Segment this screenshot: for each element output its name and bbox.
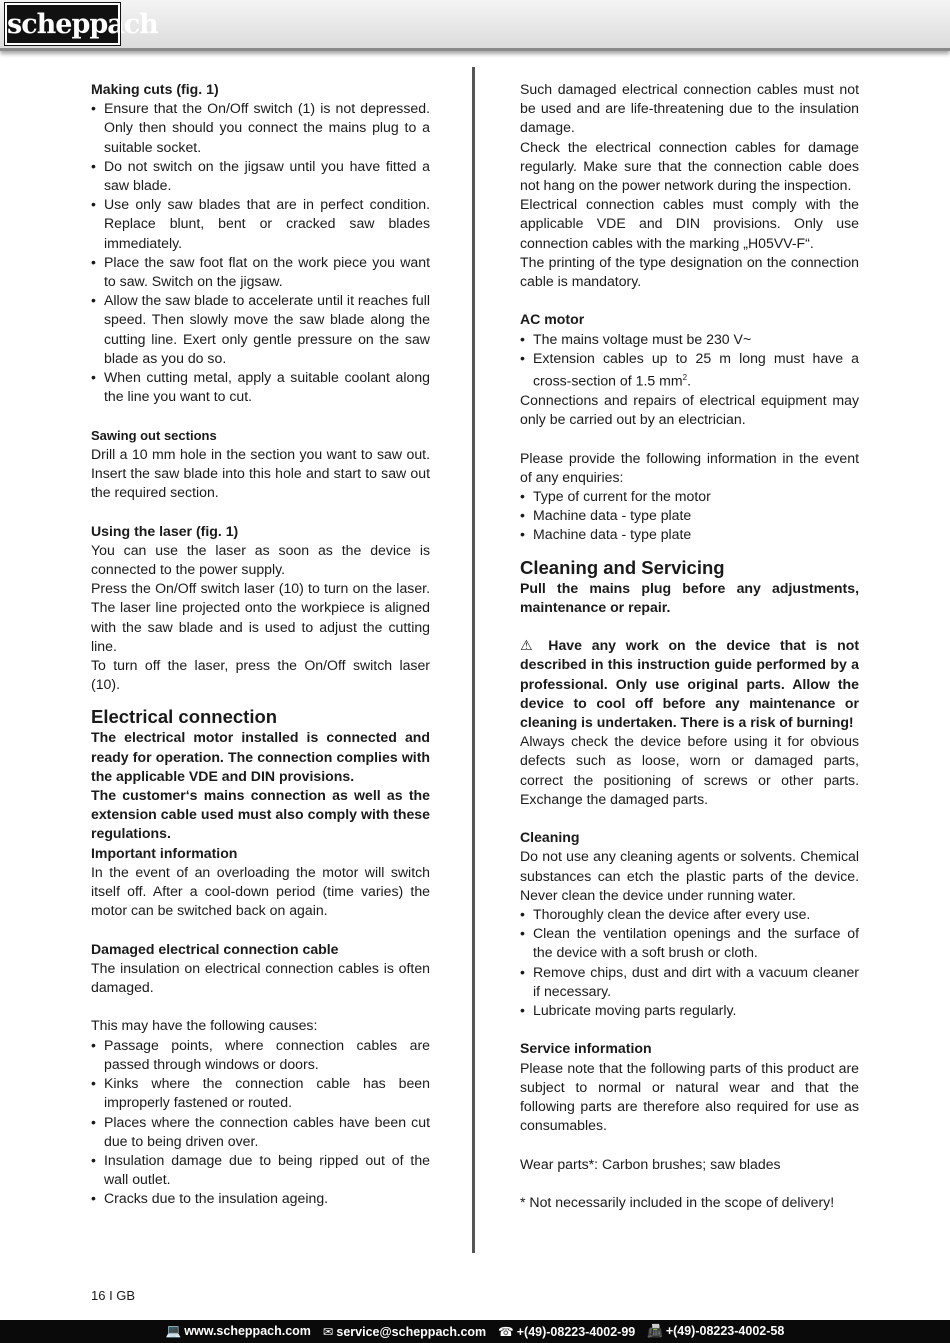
check-text: Always check the device before using it for obvious defects such as loose, worn or damaged parts, correct the positioning of screws or other parts. Exchange the damaged parts. xyxy=(520,733,859,807)
list-item: • Do not switch on the jigsaw until you have fitted a saw blade. xyxy=(91,157,430,195)
list-item: • Cracks due to the insulation ageing. xyxy=(91,1189,430,1208)
list-item: • Machine data - type plate xyxy=(520,525,859,544)
damaged-paragraph: Electrical connection cables must comply with the applicable VDE and DIN provisions. Only use connection cables with the marking „H05VV-F“. xyxy=(520,196,859,251)
laser-heading: Using the laser (fig. 1) xyxy=(91,522,239,539)
damaged-paragraph: Such damaged electrical connection cables must not be used and are life-threatening due to the insulation damage. xyxy=(520,81,859,136)
causes-list xyxy=(91,1036,430,1209)
cleaning-heading: Cleaning xyxy=(520,829,580,846)
cleaning-servicing-bold-text: Pull the mains plug before any adjustments, maintenance or repair. xyxy=(520,579,859,615)
service-heading: Service information xyxy=(520,1040,652,1057)
list-item: • Clean the ventilation openings and the surface of the device with a soft brush or cloth. xyxy=(520,924,859,962)
page-header xyxy=(0,0,950,51)
damaged-cable-text: The insulation on electrical connection cables is often damaged. xyxy=(91,959,430,996)
list-item: • Thoroughly clean the device after every use. xyxy=(520,905,859,924)
list-item: • Places where the connection cables have been cut due to being driven over. xyxy=(91,1113,430,1151)
service-text: Please note that the following parts of this product are subject to normal or natural wear and that the following parts are therefore also required for use as consumables. xyxy=(520,1059,859,1134)
ac-item-superscript: 2 xyxy=(682,373,688,383)
phone-contact xyxy=(498,1324,635,1339)
fax-number: +(49)-08223-4002-58 xyxy=(665,1324,785,1338)
scheppach-logo: scheppach xyxy=(5,3,120,45)
electrical-heading: Electrical connection xyxy=(91,706,278,728)
mail-link[interactable]: service@scheppach.com xyxy=(336,1325,487,1339)
list-item: • Type of current for the motor xyxy=(520,487,859,506)
warning-paragraph xyxy=(520,636,859,732)
list-item: • Remove chips, dust and dirt with a vacuum cleaner if necessary. xyxy=(520,963,859,1001)
list-item xyxy=(520,349,859,391)
left-column xyxy=(91,80,430,1209)
laser-paragraph: You can use the laser as soon as the device is connected to the power supply. xyxy=(91,541,430,578)
web-link[interactable]: www.scheppach.com xyxy=(184,1324,311,1338)
list-item: • Machine data - type plate xyxy=(520,506,859,525)
column-divider xyxy=(472,67,475,1253)
ac-motor-text: Connections and repairs of electrical equipment may only be carried out by an electrician. xyxy=(520,391,859,428)
damaged-cable-heading: Damaged electrical connection cable xyxy=(91,940,339,957)
cleaning-text: Do not use any cleaning agents or solvents. Chemical substances can etch the plastic parts of the device. Never clean the device under running water. xyxy=(520,848,859,903)
enquiry-text: Please provide the following information in the event of any enquiries: xyxy=(520,449,859,485)
cleaning-list xyxy=(520,905,859,1020)
making-cuts-list xyxy=(91,99,430,406)
warning-text: Have any work on the device that is not described in this instruction guide performed by a professional. Only use original parts. Allow the device to cool off before any maintenance or cleaning is undertaken. There is a risk of burning! xyxy=(520,637,860,730)
fax-icon: 📠 xyxy=(647,1324,663,1338)
web-contact[interactable] xyxy=(166,1324,311,1339)
damaged-paragraph: Check the electrical connection cables for damage regularly. Make sure that the connection cable does not hang on the power network during the inspection. xyxy=(520,138,859,194)
ac-item-text: Extension cables up to 25 m long must have a cross-section of 1.5 mm xyxy=(533,349,859,389)
laser-paragraph: To turn off the laser, press the On/Off switch laser (10). xyxy=(91,657,430,693)
list-item: • Insulation damage due to being ripped out of the wall outlet. xyxy=(91,1151,430,1189)
important-text: In the event of an overloading the motor will switch itself off. After a cool-down period (time varies) the motor can be switched back on again. xyxy=(91,863,430,919)
mail-contact[interactable] xyxy=(323,1324,486,1339)
contact-footer xyxy=(0,1320,950,1343)
list-item: • Ensure that the On/Off switch (1) is not depressed. Only then should you connect the mains plug to a suitable socket. xyxy=(91,99,430,157)
causes-intro: This may have the following causes: xyxy=(91,1017,318,1034)
important-heading: Important information xyxy=(91,844,238,861)
page-number: 16 I GB xyxy=(91,1288,136,1303)
list-item: • The mains voltage must be 230 V~ xyxy=(520,330,859,349)
fax-contact xyxy=(647,1324,784,1339)
ac-motor-heading: AC motor xyxy=(520,311,585,328)
list-item: • Place the saw foot flat on the work piece you want to saw. Switch on the jigsaw. xyxy=(91,253,430,291)
damaged-paragraph: The printing of the type designation on the connection cable is mandatory. xyxy=(520,253,859,290)
right-column xyxy=(520,80,859,1212)
warning-icon: ⚠ xyxy=(520,637,539,654)
list-item: • Allow the saw blade to accelerate until it reaches full speed. Then slowly move the saw blade along the cutting line. Exert only gentle pressure on the saw blade as you do so. xyxy=(91,291,430,368)
making-cuts-heading: Making cuts (fig. 1) xyxy=(91,81,219,97)
cleaning-servicing-heading: Cleaning and Servicing xyxy=(520,556,725,578)
ac-motor-list xyxy=(520,330,859,391)
delivery-note: * Not necessarily included in the scope of delivery! xyxy=(520,1193,835,1210)
enquiry-list xyxy=(520,487,859,545)
electrical-bold-text: The electrical motor installed is connected and ready for operation. The connection complies with the applicable VDE and DIN provisions. xyxy=(91,729,430,784)
mail-icon: ✉ xyxy=(322,1325,334,1339)
list-item: • Passage points, where connection cables are passed through windows or doors. xyxy=(91,1036,430,1074)
laser-paragraph: Press the On/Off switch laser (10) to turn on the laser. The laser line projected onto the workpiece is aligned with the saw blade and is used to adjust the cutting line. xyxy=(91,580,430,654)
list-item: • Use only saw blades that are in perfect condition. Replace blunt, bent or cracked saw blades immediately. xyxy=(91,195,430,253)
electrical-bold-text: The customer‘s mains connection as well as the extension cable used must also comply with these regulations. xyxy=(91,787,430,842)
list-item: • When cutting metal, apply a suitable coolant along the line you want to cut. xyxy=(91,368,430,406)
phone-number: +(49)-08223-4002-99 xyxy=(516,1325,636,1339)
sawing-text: Drill a 10 mm hole in the section you want to saw out. Insert the saw blade into this hole and start to saw out the required section. xyxy=(91,445,430,501)
wear-parts-text: Wear parts*: Carbon brushes; saw blades xyxy=(520,1155,781,1172)
list-item: • Kinks where the connection cable has been improperly fastened or routed. xyxy=(91,1074,430,1112)
ac-item-end: . xyxy=(687,372,691,389)
computer-icon: 💻 xyxy=(165,1324,182,1338)
phone-icon: ☎ xyxy=(498,1325,514,1339)
list-item: • Lubricate moving parts regularly. xyxy=(520,1001,859,1020)
sawing-heading: Sawing out sections xyxy=(91,427,217,443)
